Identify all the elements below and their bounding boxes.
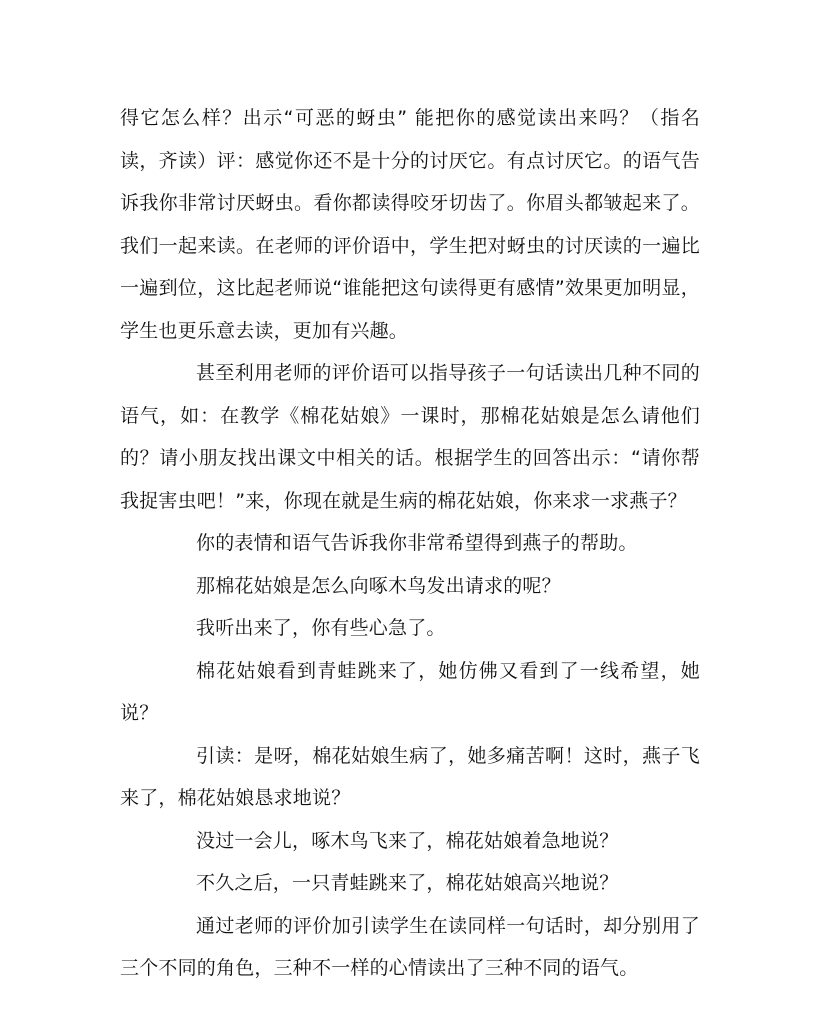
paragraph-1: 得它怎么样？出示“可恶的蚜虫” 能把你的感觉读出来吗？（指名读，齐读）评：感觉你还不是十分的讨厌它。有点讨厌它。的语气告诉我你非常讨厌蚜虫。看你都读得咬牙切齿了。你眉头都皱起来了。我们一起来读。在老师的评价语中，学生把对蚜虫的讨厌读的一遍比一遍到位，这比起老师说“谁能把这句读得更有感情”效果更加明显，学生也更乐意去读，更加有兴趣。 [120,107,700,342]
paragraph-3: 你的表情和语气告诉我你非常希望得到燕子的帮助。 [196,532,638,554]
paragraph-6: 棉花姑娘看到青蛙跳来了，她仿佛又看到了一线希望，她说？ [120,659,700,724]
paragraph-5: 我听出来了，你有些心急了。 [196,617,446,639]
paragraph-4: 那棉花姑娘是怎么向啄木鸟发出请求的呢？ [196,574,561,597]
paragraph-7: 引读：是呀，棉花姑娘生病了，她多痛苦啊！这时，燕子飞来了，棉花姑娘恳求地说？ [120,744,700,809]
paragraph-8: 没过一会儿，啄木鸟飞来了，棉花姑娘着急地说？ [196,829,619,852]
paragraph-2: 甚至利用老师的评价语可以指导孩子一句话读出几种不同的语气，如：在教学《棉花姑娘》一课时，那棉花姑娘是怎么请他们的？请小朋友找出课文中相关的话。根据学生的回答出示：“请你帮我捉害虫吧！”来，你现在就是生病的棉花姑娘，你来求一求燕子？ [120,362,700,512]
paragraph-9: 不久之后，一只青蛙跳来了，棉花姑娘高兴地说？ [196,872,619,894]
paragraph-10: 通过老师的评价加引读学生在读同样一句话时，却分别用了三个不同的角色，三种不一样的心情读出了三种不同的语气。 [120,914,700,979]
document-body [120,97,700,990]
